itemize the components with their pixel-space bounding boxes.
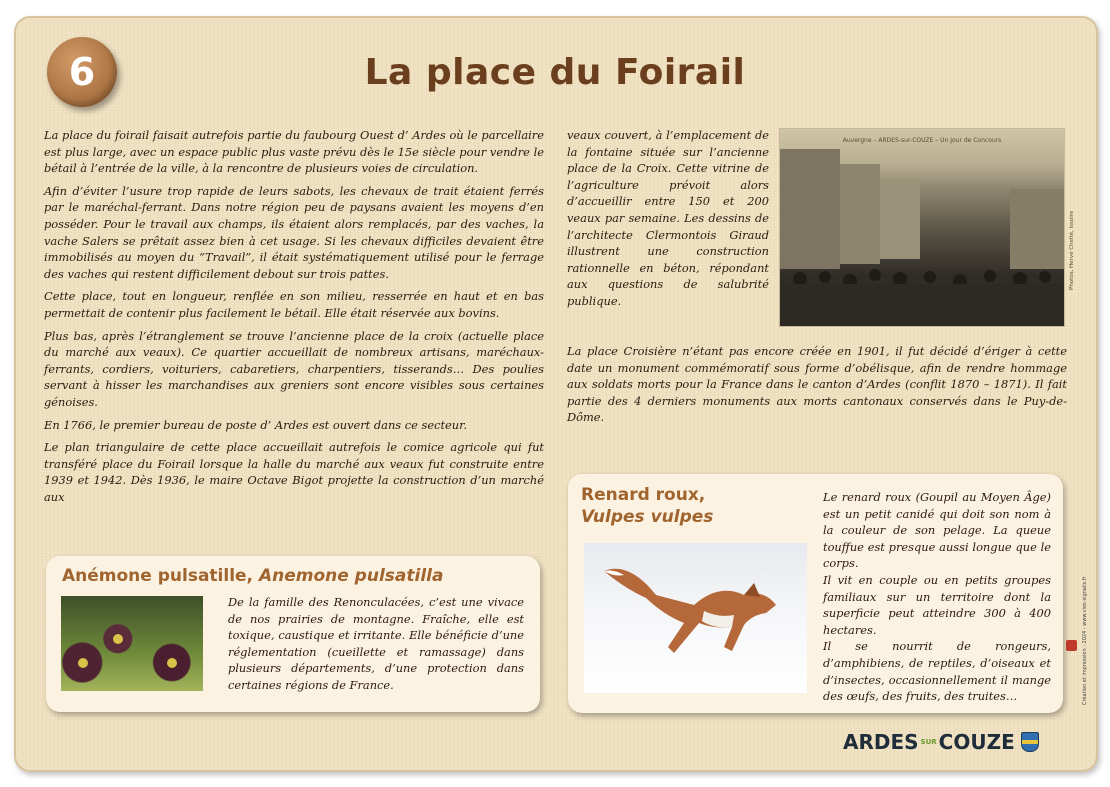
paragraph: veaux couvert, à l’emplacement de la fontaine située sur l’ancienne place de la Croix. Cette vitrine de l’agriculture prévoit alors d’accueillir entre 150 et 200 veaux par semaine. Les dessins de l’architecte Clermontois Giraud illustrent une construction rationnelle en béton, répondant aux questions de salubrité publique. [567, 128, 769, 308]
right-column-top-text [567, 127, 769, 316]
anemone-title [62, 566, 443, 586]
coat-of-arms-icon [1021, 732, 1039, 752]
page-title: La place du Foirail [364, 52, 746, 93]
anemone-common-name: Anémone pulsatille, [62, 566, 259, 586]
photo-caption: Auvergne – ARDES-sur-COUZE – Un Jour de Concours [842, 137, 1002, 144]
left-column-text [44, 127, 544, 511]
fox-latin-name: Vulpes vulpes [581, 507, 714, 527]
paragraph: Il vit en couple ou en petits groupes familiaux sur un territoire dont la superficie peut atteindre 300 à 400 hectares. [823, 572, 1051, 637]
fox-photo [584, 543, 807, 693]
photo-credit: Photos, Hervé Chelté, Issoire [1069, 210, 1075, 290]
fox-illustration [584, 543, 807, 693]
logo-part1: ARDES [843, 730, 919, 754]
street-scene-illustration [780, 129, 1065, 327]
logo-part2: COUZE [938, 730, 1015, 754]
paragraph: Le plan triangulaire de cette place accueillait autrefois le comice agricole qui fut transféré place du Foirail lorsque la halle du marché aux veaux fut construite entre 1939 et 1942. Dès 1936, le maire Octave Bigot projette la construction d’un marché aux [44, 440, 544, 504]
paragraph: Le renard roux (Goupil au Moyen Âge) est un petit canidé qui doit son nom à la couleur de son pelage. La queue touffue est presque aussi longue que le corps. [823, 490, 1051, 571]
paragraph: La place du foirail faisait autrefois partie du faubourg Ouest d’ Ardes où le parcellaire est plus large, avec un espace public plus vaste prévu dès le 15e siècle pour vendre le bétail à l’entrée de la ville, à la rencontre de plusieurs voies de circulation. [44, 128, 544, 176]
paragraph: Cette place, tout en longueur, renflée en son milieu, resserrée en haut et en bas permettait de contenir plus facilement le bétail. Elle était réservée aux bovins. [44, 289, 544, 320]
paragraph: En 1766, le premier bureau de poste d’ Ardes est ouvert dans ce secteur. [44, 417, 467, 432]
fox-title [581, 484, 713, 528]
flower-center [167, 658, 177, 668]
anemone-latin-name: Anemone pulsatilla [258, 566, 444, 586]
print-credit: Création et impression : 2024 - www.vies-signalis.fr [1082, 576, 1088, 705]
paragraph: La place Croisière n’étant pas encore créée en 1901, il fut décidé d’ériger à cette date un monument commémoratif sous forme d’obélisque, afin de rendre hommage aux soldats morts pour la France dans le canton d’Ardes (conflit 1870 – 1871). Il fait partie des 4 derniers monuments aux morts cantonaux conservés dans le Puy-de-Dôme. [567, 344, 1067, 425]
paragraph: Il se nourrit de rongeurs, d’amphibiens, de reptiles, d’oiseaux et d’insectes, occasionnellement il mange des œufs, des fruits, des truites… [823, 639, 1051, 704]
paragraph: Afin d’éviter l’usure trop rapide de leurs sabots, les chevaux de trait étaient ferrés par le maréchal-ferrant. Dans notre région peu de paysans avaient les moyens d’en posséder. Pour le travail aux champs, ils étaient alors remplacés, par des vaches, la vache Salers se prêtait assez bien à cet usage. Si les chevaux difficiles devaient être immobilisés au moyen du “Travail”, il était systématiquement utilisé pour le ferrage des vaches qui restent difficilement debout sur trois pattes. [44, 183, 544, 281]
flower-center [78, 658, 88, 668]
flower-center [113, 634, 123, 644]
printer-mark-icon [1066, 640, 1077, 651]
anemone-description: De la famille des Renonculacées, c’est une vivace de nos prairies de montagne. Fraîche, elle est toxique, caustique et irritante. Elle bénéficie d’une réglementation (cueillette et ramassage) dans plusieurs départements, d’une protection dans certaines régions de France. [228, 595, 524, 692]
right-column-mid-text [567, 343, 1067, 432]
logo-sur: SUR [920, 738, 937, 746]
fox-common-name: Renard roux, [581, 485, 706, 505]
historic-photo [779, 128, 1065, 327]
town-logo [843, 730, 1039, 754]
paragraph: Plus bas, après l’étranglement se trouve l’ancienne place de la croix (actuelle place du marché aux veaux). Ce quartier accueillait de nombreux artisans, maréchaux-ferrants, cordiers, voituriers, cabaretiers, charpentiers, tisserands… Des poulies servant à hisser les marchandises aux greniers sont encore visibles sous certaines génoises. [44, 328, 544, 409]
anemone-photo [61, 596, 203, 691]
fox-description [823, 489, 1051, 705]
number-badge: 6 [47, 37, 117, 107]
